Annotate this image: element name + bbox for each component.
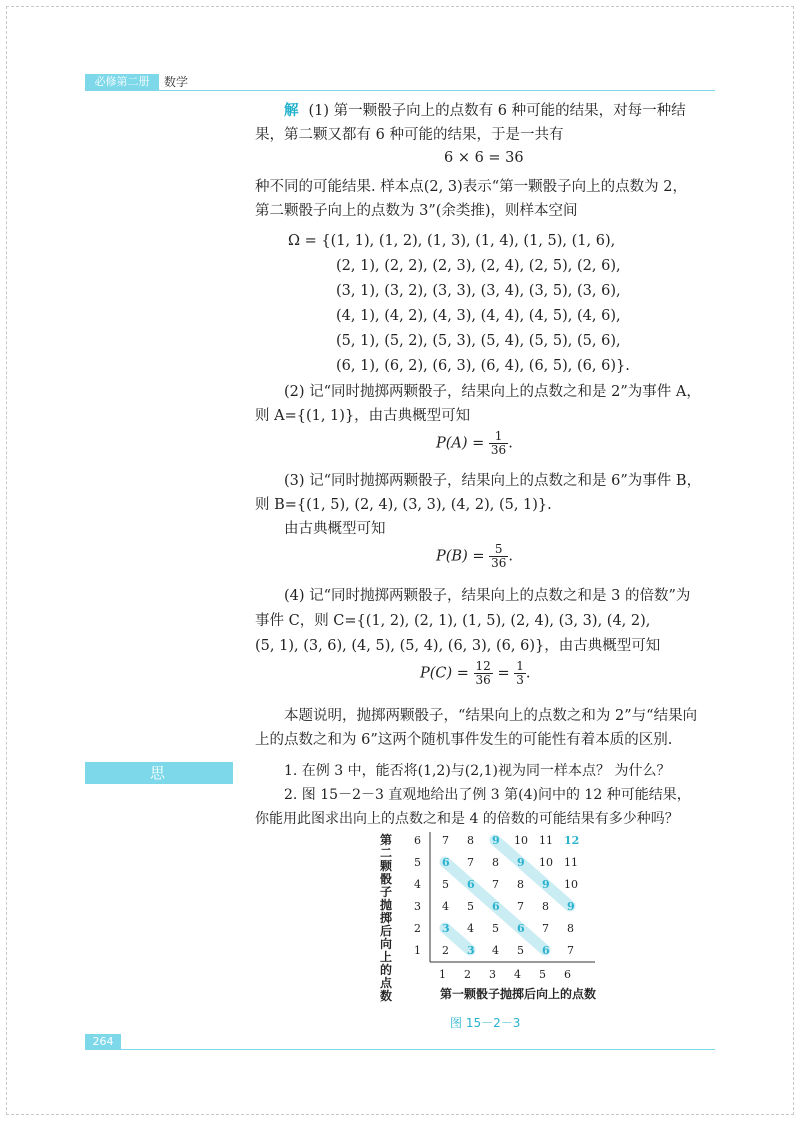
y-tick-label: 5 (414, 856, 421, 869)
omega-row-6: (6, 1), (6, 2), (6, 3), (6, 4), (6, 5), (6, 6)}. (336, 358, 630, 374)
header-subject: 数学 (164, 75, 189, 89)
y-tick-label: 1 (414, 944, 421, 957)
part4-line-2: 事件 C，则 C={(1, 2), (2, 1), (1, 5), (2, 4), (3, 3), (4, 2), (255, 613, 651, 629)
grid-cell: 6 (542, 944, 550, 957)
x-tick-label: 5 (539, 968, 546, 981)
grid-cell: 7 (442, 834, 449, 847)
grid-cell: 10 (539, 856, 553, 869)
grid-cell: 10 (514, 834, 528, 847)
y-tick-label: 2 (414, 922, 421, 935)
y-tick-label: 3 (414, 900, 421, 913)
solution-line-4: 第二颗骰子向上的点数为 3”(余类推)，则样本空间 (255, 203, 578, 219)
grid-cell: 6 (442, 856, 450, 869)
grid-cell: 5 (517, 944, 524, 957)
omega-row-2: (2, 1), (2, 2), (2, 3), (2, 4), (2, 5), (2, 6), (336, 258, 621, 274)
summary-line-1: 本题说明，抛掷两颗骰子，“结果向上的点数之和为 2”与“结果向 (284, 708, 698, 724)
grid-cell: 9 (492, 834, 500, 847)
omega-row-1: Ω = {(1, 1), (1, 2), (1, 3), (1, 4), (1, 5), (1, 6), (288, 233, 616, 249)
grid-cell: 9 (517, 856, 525, 869)
solution-line-3: 种不同的可能结果. 样本点(2, 3)表示“第一颗骰子向上的点数为 2， (255, 179, 687, 195)
x-tick-label: 4 (514, 968, 521, 981)
grid-cell: 8 (467, 834, 474, 847)
grid-cell: 7 (492, 878, 499, 891)
y-axis-label-char: 后 (380, 924, 393, 938)
sum-band-9 (495, 840, 570, 906)
x-tick-label: 3 (489, 968, 496, 981)
y-axis-label-char: 子 (380, 885, 393, 899)
y-axis-label-char: 掷 (380, 911, 393, 925)
page-number: 264 (92, 1035, 114, 1048)
omega-row-3: (3, 1), (3, 2), (3, 3), (3, 4), (3, 5), (3, 6), (336, 283, 621, 299)
grid-cell: 9 (567, 900, 575, 913)
grid-cell: 11 (564, 856, 578, 869)
think-label: 思考 (150, 764, 192, 804)
grid-cell: 7 (567, 944, 574, 957)
x-tick-label: 2 (464, 968, 471, 981)
grid-cell: 8 (517, 878, 524, 891)
grid-cell: 6 (492, 900, 500, 913)
grid-cell: 3 (442, 922, 450, 935)
equation-6x6: 6 × 6 = 36 (444, 150, 524, 166)
part3-line-1: (3) 记“同时抛掷两颗骰子，结果向上的点数之和是 6”为事件 B， (284, 473, 702, 489)
y-axis-label-char: 的 (380, 963, 393, 977)
grid-cell: 7 (542, 922, 549, 935)
grid-cell: 4 (442, 900, 449, 913)
footer-rule (85, 1049, 715, 1050)
grid-cell: 5 (467, 900, 474, 913)
omega-row-5: (5, 1), (5, 2), (5, 3), (5, 4), (5, 5), (5, 6), (336, 333, 621, 349)
y-tick-label: 6 (414, 834, 421, 847)
dice-sum-figure (370, 832, 610, 1012)
grid-cell: 8 (542, 900, 549, 913)
grid-cell: 9 (542, 878, 550, 891)
part2-line-2: 则 A={(1, 1)}，由古典概型可知 (255, 408, 471, 424)
think-question-2b: 你能用此图求出向上的点数之和是 4 的倍数的可能结果有多少种吗？ (255, 811, 679, 827)
grid-cell: 6 (467, 878, 475, 891)
y-axis-label-char: 颗 (380, 859, 393, 873)
y-tick-label: 4 (414, 878, 421, 891)
y-axis-label-char: 第 (380, 833, 393, 847)
solution-label: 解 (284, 103, 299, 119)
omega-row-4: (4, 1), (4, 2), (4, 3), (4, 4), (4, 5), (4, 6), (336, 308, 621, 324)
y-axis-label-char: 骰 (380, 872, 393, 886)
part4-line-1: (4) 记“同时抛掷两颗骰子，结果向上的点数之和是 3 的倍数”为 (284, 588, 691, 604)
grid-cell: 5 (492, 922, 499, 935)
x-axis-label: 第一颗骰子抛掷后向上的点数 (440, 987, 597, 1001)
solution-text-1: (1) 第一颗骰子向上的点数有 6 种可能的结果，对每一种结 (308, 103, 686, 119)
header-rule (85, 90, 715, 91)
y-axis-label-char: 抛 (380, 898, 393, 912)
summary-line-2: 上的点数之和为 6”这两个随机事件发生的可能性有着本质的区别. (255, 732, 673, 748)
figure-caption: 图 15－2－3 (450, 1016, 521, 1030)
solution-line-2: 果，第二颗又都有 6 种可能的结果，于是一共有 (255, 127, 564, 143)
grid-cell: 6 (517, 922, 525, 935)
x-tick-label: 1 (439, 968, 446, 981)
think-question-1: 1. 在例 3 中，能否将(1,2)与(2,1)视为同一样本点？ 为什么？ (284, 763, 671, 779)
y-axis-label-char: 数 (380, 989, 393, 1003)
grid-cell: 8 (567, 922, 574, 935)
formula-pa: P(A) = $\frac{1}{36}$ . (436, 429, 513, 457)
part3-line-3: 由古典概型可知 (284, 521, 386, 537)
grid-cell: 3 (467, 944, 475, 957)
header-book: 必修第二册 (94, 75, 150, 88)
grid-cell: 5 (442, 878, 449, 891)
grid-cell: 11 (539, 834, 553, 847)
grid-cell: 7 (517, 900, 524, 913)
y-axis-label-char: 二 (380, 846, 393, 860)
part4-line-3: (5, 1), (3, 6), (4, 5), (5, 4), (6, 3), (6, 6)}，由古典概型可知 (255, 638, 661, 654)
x-tick-label: 6 (564, 968, 571, 981)
grid-cell: 7 (467, 856, 474, 869)
part3-line-2: 则 B={(1, 5), (2, 4), (3, 3), (4, 2), (5, 1)}. (255, 497, 552, 513)
y-axis-label-char: 向 (380, 937, 393, 951)
formula-pc: P(C) = $\frac{12}{36}$ = $\frac{1}{3}$ . (420, 659, 531, 687)
think-question-2a: 2. 图 15－2－3 直观地给出了例 3 第(4)问中的 12 种可能结果， (284, 787, 691, 803)
part2-line-1: (2) 记“同时抛掷两颗骰子，结果向上的点数之和是 2”为事件 A， (284, 384, 701, 400)
y-axis-label-char: 点 (380, 976, 393, 990)
grid-cell: 12 (564, 834, 580, 847)
grid-cell: 4 (467, 922, 474, 935)
solution-line-1 (284, 100, 686, 122)
formula-pb: P(B) = $\frac{5}{36}$ . (436, 542, 513, 570)
grid-cell: 2 (442, 944, 449, 957)
grid-cell: 8 (492, 856, 499, 869)
grid-cell: 10 (564, 878, 578, 891)
y-axis-label-char: 上 (380, 950, 393, 964)
grid-cell: 4 (492, 944, 499, 957)
